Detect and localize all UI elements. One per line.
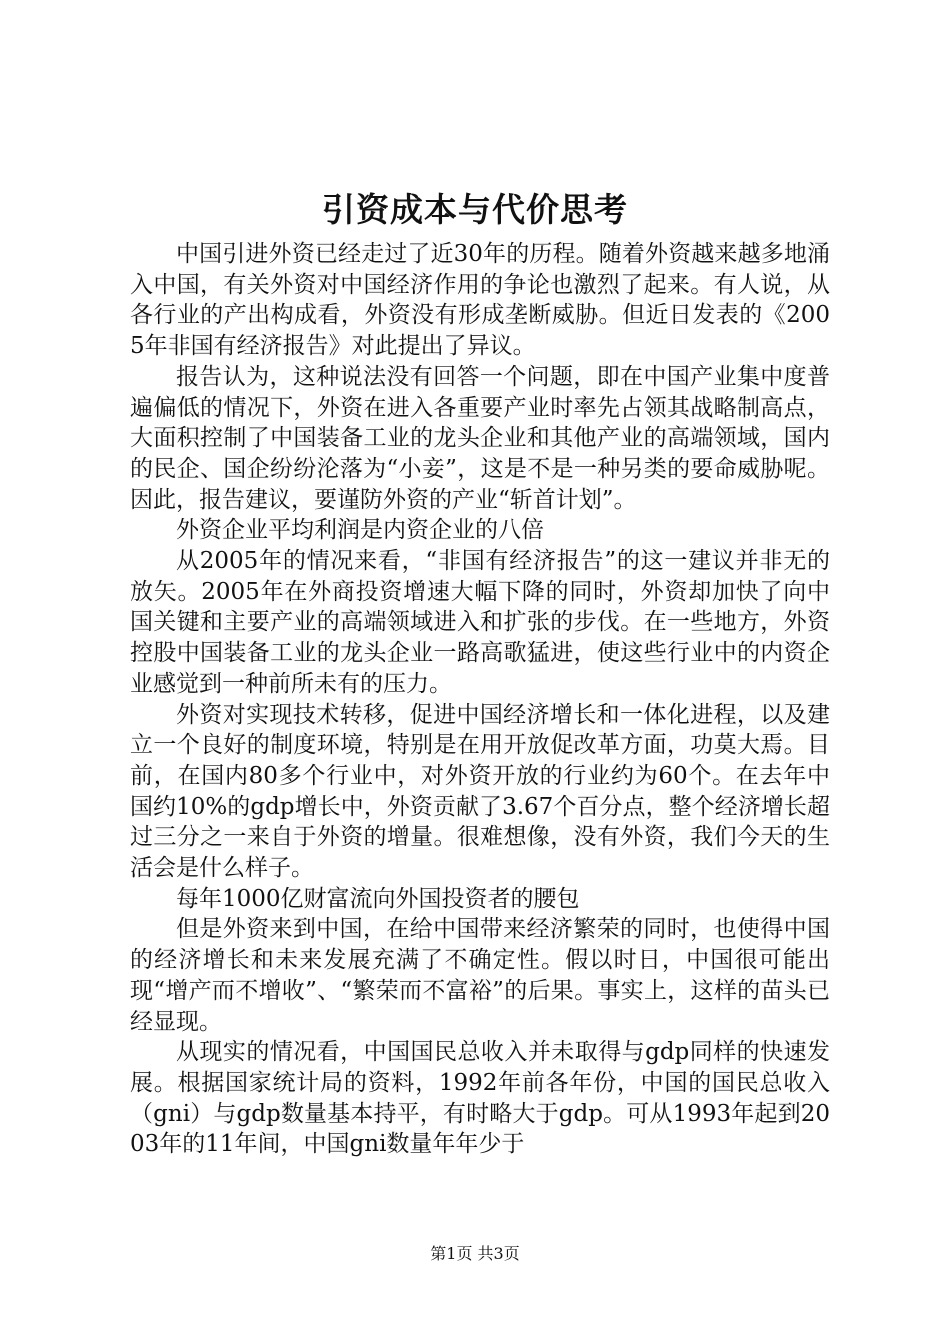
paragraph-5: 但是外资来到中国，在给中国带来经济繁荣的同时，也使得中国的经济增长和未来发展充满了不确定性。假以时日，中国很可能出现“增产而不增收”、“繁荣而不富裕”的后果。事实上，这样的苗头已经显现。: [130, 916, 830, 1035]
document-body: [130, 239, 830, 1160]
section-heading-profit: 外资企业平均利润是内资企业的八倍: [176, 517, 544, 544]
paragraph-2: 报告认为，这种说法没有回答一个问题，即在中国产业集中度普遍偏低的情况下，外资在进入各重要产业时率先占领其战略制高点，大面积控制了中国装备工业的龙头企业和其他产业的高端领域，国内的民企、国企纷纷沦落为“小妾”，这是不是一种另类的要命威胁呢。因此，报告建议，要谨防外资的产业“斩首计划”。: [130, 363, 830, 513]
document-title: 引资成本与代价思考: [322, 190, 628, 229]
paragraph-1: 中国引进外资已经走过了近30年的历程。随着外资越来越多地涌入中国，有关外资对中国经济作用的争论也激烈了起来。有人说，从各行业的产出构成看，外资没有形成垄断威胁。但近日发表的《2005年非国有经济报告》对此提出了异议。: [130, 241, 830, 360]
paragraph-4: 外资对实现技术转移，促进中国经济增长和一体化进程，以及建立一个良好的制度环境，特别是在用开放促改革方面，功莫大焉。目前，在国内80多个行业中，对外资开放的行业约为60个。在去年中国约10%的gdp增长中，外资贡献了3.67个百分点，整个经济增长超过三分之一来自于外资的增量。很难想像，没有外资，我们今天的生活会是什么样子。: [130, 701, 830, 882]
paragraph-6: 从现实的情况看，中国国民总收入并未取得与gdp同样的快速发展。根据国家统计局的资料，1992年前各年份，中国的国民总收入（gni）与gdp数量基本持平，有时略大于gdp。可从1993年起到2003年的11年间，中国gni数量年年少于: [130, 1039, 830, 1158]
page-number-footer: 第1页 共3页: [430, 1244, 520, 1263]
paragraph-3: 从2005年的情况来看，“非国有经济报告”的这一建议并非无的放矢。2005年在外商投资增速大幅下降的同时，外资却加快了向中国关键和主要产业的高端领域进入和扩张的步伐。在一些地方，外资控股中国装备工业的龙头企业一路高歌猛进，使这些行业中的内资企业感觉到一种前所未有的压力。: [130, 548, 830, 697]
section-heading-wealth: 每年1000亿财富流向外国投资者的腰包: [176, 885, 580, 912]
